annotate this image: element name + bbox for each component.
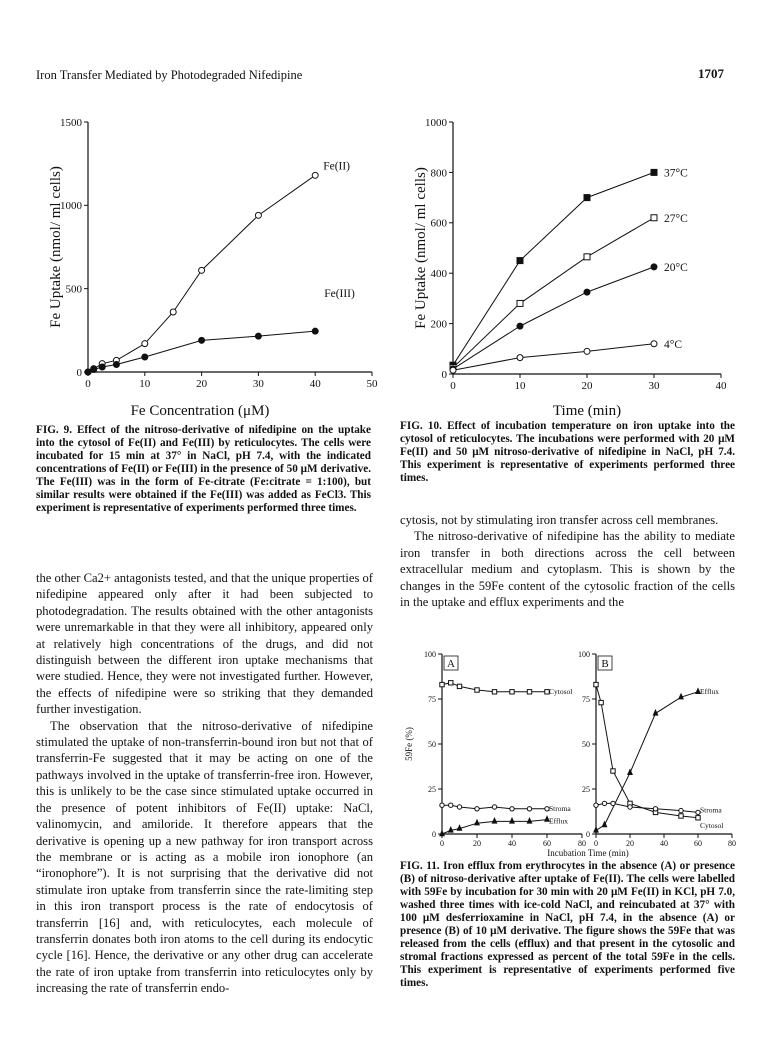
data-point bbox=[199, 337, 205, 343]
data-point bbox=[599, 700, 603, 704]
data-point bbox=[170, 309, 176, 315]
data-point bbox=[679, 808, 683, 812]
data-point bbox=[584, 289, 590, 295]
data-point bbox=[653, 807, 657, 811]
x-axis-label: Incubation Time (min) bbox=[547, 848, 629, 858]
series-label: Fe(II) bbox=[323, 160, 351, 173]
data-point bbox=[255, 212, 261, 218]
data-point bbox=[510, 807, 514, 811]
data-point bbox=[651, 215, 657, 221]
panel-A bbox=[424, 650, 586, 848]
data-point bbox=[449, 681, 453, 685]
x-tick-label: 60 bbox=[543, 839, 551, 848]
data-point bbox=[517, 355, 523, 361]
paragraph: The nitroso-derivative of nifedipine has the ability to mediate iron transfer in both directions across the cell between extracellular medium and cytoplasm. This is shown by the changes in the 59Fe content of the cytosolic fraction of the cells in the uptake and efflux experiments and the bbox=[400, 529, 735, 610]
x-tick-label: 10 bbox=[514, 380, 526, 392]
data-point bbox=[517, 258, 523, 264]
data-point bbox=[449, 827, 453, 832]
data-point bbox=[510, 690, 514, 694]
running-title: Iron Transfer Mediated by Photodegraded Nifedipine bbox=[36, 68, 303, 82]
data-point bbox=[611, 769, 615, 773]
x-tick-label: 20 bbox=[196, 378, 208, 390]
x-tick-label: 40 bbox=[715, 380, 727, 392]
y-tick-label: 800 bbox=[430, 167, 447, 180]
y-tick-label: 200 bbox=[430, 318, 447, 331]
data-point bbox=[651, 169, 657, 175]
data-point bbox=[113, 362, 119, 368]
series-label: 37°C bbox=[664, 167, 688, 180]
y-tick-label: 500 bbox=[65, 283, 82, 296]
fig10-caption: FIG. 10. Effect of incubation temperature on iron uptake into the cytosol of reticulocytes. The incubations were performed with 20 μM Fe(II) and 50 μM nitroso-derivative of nifedipine in NaCl, pH 7.4. This experiment is representative of experiments performed three times. bbox=[400, 420, 735, 484]
x-tick-label: 20 bbox=[473, 839, 481, 848]
x-axis-label: Time (min) bbox=[552, 403, 622, 419]
series-label: Efflux bbox=[549, 816, 569, 826]
y-tick-label: 100 bbox=[578, 649, 590, 659]
series-label: 4°C bbox=[664, 338, 683, 351]
data-point bbox=[475, 807, 479, 811]
y-tick-label: 25 bbox=[428, 784, 436, 794]
y-tick-label: 1000 bbox=[425, 116, 447, 129]
y-tick-label: 0 bbox=[586, 829, 590, 839]
series-line bbox=[596, 685, 698, 818]
data-point bbox=[527, 690, 531, 694]
y-tick-label: 600 bbox=[430, 217, 447, 230]
data-point bbox=[679, 814, 683, 818]
data-point bbox=[584, 195, 590, 201]
x-tick-label: 30 bbox=[252, 378, 264, 390]
y-tick-label: 0 bbox=[432, 829, 436, 839]
data-point bbox=[602, 801, 606, 805]
data-point bbox=[651, 264, 657, 270]
fig10-plot bbox=[413, 117, 727, 419]
page-number: 1707 bbox=[698, 66, 724, 81]
data-point bbox=[312, 328, 318, 334]
data-point bbox=[527, 807, 531, 811]
series-label: Fe(III) bbox=[324, 288, 355, 301]
series-label: 20°C bbox=[664, 261, 688, 274]
fig9-plot bbox=[48, 117, 378, 419]
data-point bbox=[584, 254, 590, 260]
data-point bbox=[199, 267, 205, 273]
x-tick-label: 40 bbox=[660, 839, 668, 848]
paragraph: the other Ca2+ antagonists tested, and that the unique properties of nifedipine appeared only after it had been subjected to photodegradation. The results obtained with the other antagonists were unremarkable in that they were all inhibitory, appeared only at relatively high concentrations of the drugs, and did not distinguish between the different iron uptake mechanisms that were studied. Hence, they were not investigated further. However, the effects of nifedipine were so striking that they demanded further investigation. bbox=[36, 571, 373, 717]
y-tick-label: 75 bbox=[582, 694, 590, 704]
x-axis-label: Fe Concentration (μM) bbox=[130, 403, 270, 419]
x-tick-label: 80 bbox=[728, 839, 736, 848]
x-tick-label: 0 bbox=[594, 839, 598, 848]
x-tick-label: 80 bbox=[578, 839, 586, 848]
y-tick-label: 50 bbox=[582, 739, 590, 749]
y-axis-label: 59Fe (%) bbox=[404, 727, 414, 761]
y-tick-label: 400 bbox=[430, 268, 447, 281]
x-tick-label: 0 bbox=[440, 839, 444, 848]
panel-label: A bbox=[447, 658, 455, 670]
fig11-plot bbox=[404, 650, 736, 858]
data-point bbox=[492, 805, 496, 809]
data-point bbox=[475, 688, 479, 692]
fig10-chart bbox=[405, 112, 745, 422]
x-tick-label: 40 bbox=[309, 378, 321, 390]
data-point bbox=[475, 820, 479, 825]
series-label: Cytosol bbox=[549, 686, 573, 696]
data-point bbox=[594, 827, 598, 832]
data-point bbox=[450, 367, 456, 373]
y-tick-label: 75 bbox=[428, 694, 436, 704]
data-point bbox=[584, 348, 590, 354]
x-tick-label: 0 bbox=[85, 378, 91, 390]
data-point bbox=[594, 803, 598, 807]
y-tick-label: 0 bbox=[441, 368, 447, 381]
right-column-text bbox=[400, 512, 735, 610]
data-point bbox=[440, 831, 444, 836]
data-point bbox=[457, 805, 461, 809]
data-point bbox=[85, 369, 91, 375]
series-line bbox=[453, 218, 654, 368]
x-tick-label: 20 bbox=[626, 839, 634, 848]
paragraph: The observation that the nitroso-derivative of nifedipine stimulated the uptake of non-transferrin-bound iron but not that of transferrin-Fe suggested that it may be acting on one of the pathways involved in the uptake of transferrin-free iron. However, this is unlikely to be the case since stimulated uptake occurred in the presence of potent inhibitors of Fe(II) uptake: NaCl, valinomycin, and amiloride. It therefore appears that the derivative is opening up a new pathway for iron transport across the membrane or is acting as a mobile iron ionophore (an “ironophore”). It is not surprising that the derivative did not stimulate iron uptake from transferrin since the rate-limiting step in this iron transport process is the rate of endocytosis of transferrin [16] and, with reticulocytes, each molecule of transferrin donates both iron atoms to the cell during its endocytic cycle [16]. Hence, the derivative or any other drug can accelerate the rate of iron uptake from transferrin into reticulocytes only by increasing the rate of transferrin endo- bbox=[36, 718, 373, 996]
data-point bbox=[440, 682, 444, 686]
x-tick-label: 60 bbox=[694, 839, 702, 848]
data-point bbox=[440, 803, 444, 807]
data-point bbox=[527, 818, 531, 823]
series-label: Stroma bbox=[549, 803, 571, 813]
data-point bbox=[653, 710, 657, 715]
data-point bbox=[312, 172, 318, 178]
y-tick-label: 1500 bbox=[60, 116, 82, 129]
data-point bbox=[517, 300, 523, 306]
data-point bbox=[492, 690, 496, 694]
panel-B bbox=[578, 650, 736, 848]
y-tick-label: 50 bbox=[428, 739, 436, 749]
series-label: Cytosol bbox=[700, 820, 724, 830]
x-tick-label: 50 bbox=[366, 378, 378, 390]
x-tick-label: 0 bbox=[450, 380, 456, 392]
y-tick-label: 25 bbox=[582, 784, 590, 794]
x-tick-label: 30 bbox=[648, 380, 660, 392]
series-label: Stroma bbox=[700, 805, 722, 815]
fig11-chart bbox=[400, 638, 745, 858]
y-tick-label: 0 bbox=[76, 366, 82, 379]
data-point bbox=[611, 801, 615, 805]
y-tick-label: 100 bbox=[424, 649, 436, 659]
panel-label: B bbox=[601, 658, 609, 670]
series-label: Efflux bbox=[700, 686, 720, 696]
series-label: 27°C bbox=[664, 212, 688, 225]
data-point bbox=[517, 323, 523, 329]
fig11-caption: FIG. 11. Iron efflux from erythrocytes in the absence (A) or presence (B) of nitroso-derivative after uptake of Fe(II). The cells were labelled with 59Fe by incubation for 30 min with 20 μM Fe(II) in KCl, pH 7.0, washed three times with ice-cold NaCl, and reincubated at 37° with 100 μM desferrioxamine in NaCl, pH 7.4, in the absence (A) or presence (B) of 10 μM derivative. The figure shows the 59Fe that was released from the cells (efflux) and that present in the cytosolic and stromal fractions expressed as percent of the total 59Fe in the cells. This experiment is representative of experiments performed five times. bbox=[400, 860, 735, 989]
y-tick-label: 1000 bbox=[60, 200, 82, 213]
left-column-text bbox=[36, 570, 373, 997]
series-line bbox=[453, 344, 654, 370]
data-point bbox=[594, 682, 598, 686]
data-point bbox=[142, 354, 148, 360]
data-point bbox=[696, 816, 700, 820]
y-axis-label: Fe Uptake (nmol/ ml cells) bbox=[413, 167, 429, 329]
x-tick-label: 10 bbox=[139, 378, 151, 390]
data-point bbox=[492, 818, 496, 823]
data-point bbox=[510, 818, 514, 823]
data-point bbox=[99, 364, 105, 370]
data-point bbox=[457, 684, 461, 688]
x-tick-label: 20 bbox=[581, 380, 593, 392]
paragraph: cytosis, not by stimulating iron transfer across cell membranes. bbox=[400, 513, 719, 527]
fig9-chart bbox=[30, 112, 385, 422]
series-line bbox=[453, 172, 654, 365]
data-point bbox=[628, 805, 632, 809]
x-tick-label: 40 bbox=[508, 839, 516, 848]
fig9-caption: FIG. 9. Effect of the nitroso-derivative of nifedipine on the uptake into the cytosol of Fe(II) and Fe(III) by reticulocytes. The cells were incubated for 15 min at 37° in NaCl, pH 7.4, with the indicated concentrations of Fe(II) or Fe(III) in the presence of 50 μM derivative. The Fe(III) was in the form of Fe-citrate (Fe:citrate = 1:100), but similar results were obtained if the Fe(III) was added as FeCl3. This experiment is representative of experiments performed three times. bbox=[36, 424, 371, 514]
data-point bbox=[679, 694, 683, 699]
data-point bbox=[449, 803, 453, 807]
data-point bbox=[142, 341, 148, 347]
data-point bbox=[457, 825, 461, 830]
y-axis-label: Fe Uptake (nmol/ ml cells) bbox=[48, 166, 64, 328]
data-point bbox=[91, 367, 97, 373]
data-point bbox=[651, 341, 657, 347]
data-point bbox=[255, 333, 261, 339]
